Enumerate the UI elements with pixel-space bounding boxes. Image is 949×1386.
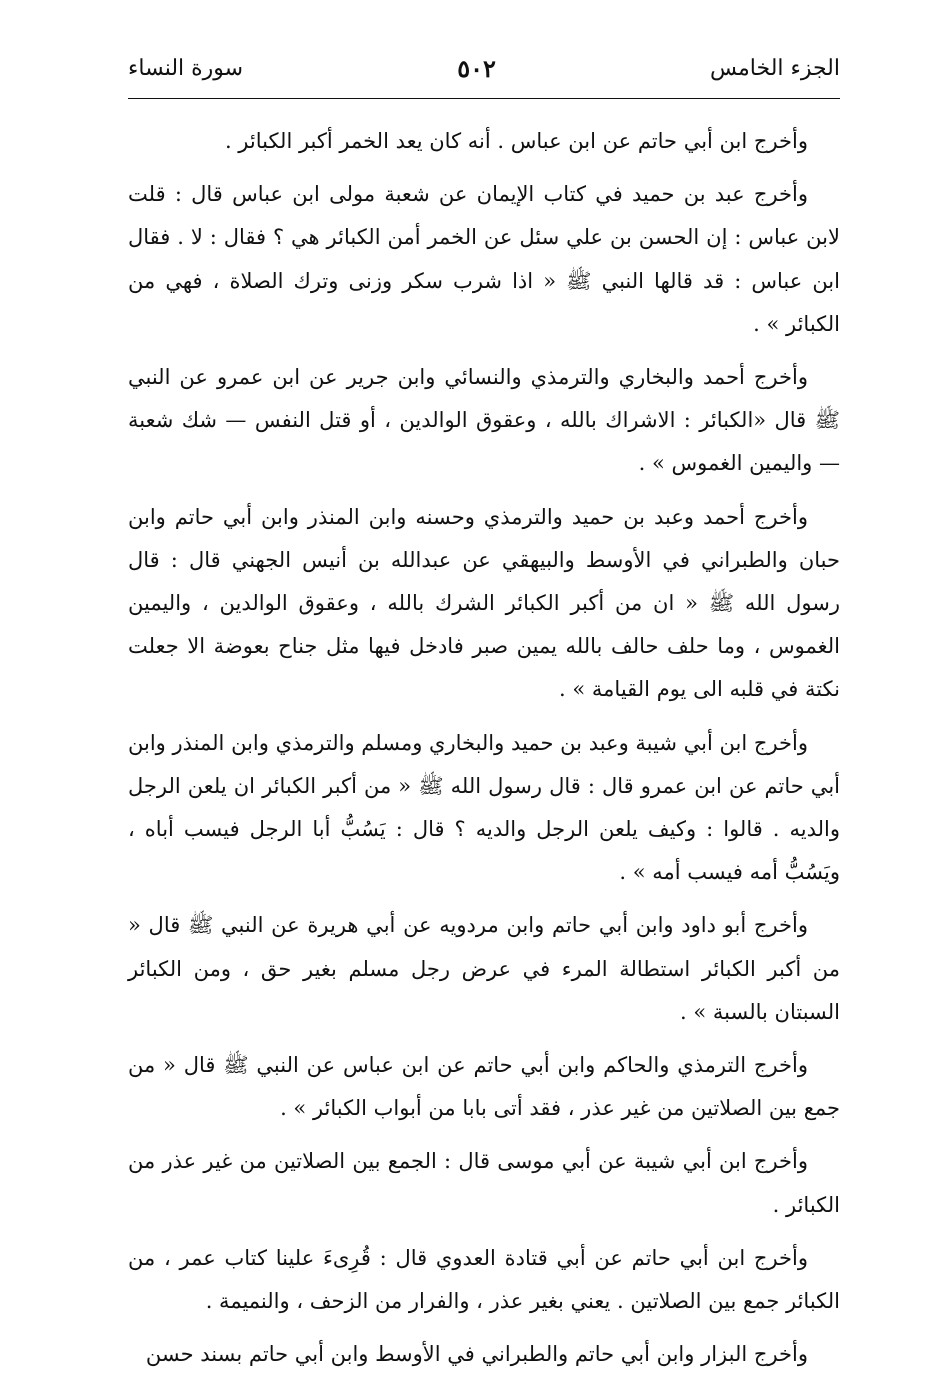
paragraph: وأخرج ابن أبي شيبة وعبد بن حميد والبخاري ومسلم والترمذي وابن المنذر وابن أبي حاتم عن ابن عمرو قال : قال رسول الله ﷺ « من أكبر الكبائر ان يلعن الرجل والديه . قالوا : وكيف يلعن الرجل والديه ؟ قال : يَسُبُّ أبا الرجل فيسب أباه ، ويَسُبُّ أمه فيسب أمه » .	[128, 730, 840, 885]
surah-title: سورة النساء	[128, 55, 244, 81]
paragraph: وأخرج الترمذي والحاكم وابن أبي حاتم عن ابن عباس عن النبي ﷺ قال « من جمع بين الصلاتين من غير عذر ، فقد أتى بابا من أبواب الكبائر » .	[128, 1053, 840, 1121]
paragraph: وأخرج البزار وابن أبي حاتم والطبراني في الأوسط وابن أبي حاتم بسند حسن	[145, 1342, 808, 1367]
page-body	[128, 120, 840, 1386]
paragraph: وأخرج أحمد والبخاري والترمذي والنسائي وابن جرير عن ابن عمرو عن النبي ﷺ قال «الكبائر : الاشراك بالله ، وعقوق الوالدين ، أو قتل النفس — شك شعبة — واليمين الغموس » .	[128, 365, 840, 476]
paragraph: وأخرج ابن أبي شيبة عن أبي موسى قال : الجمع بين الصلاتين من غير عذر من الكبائر .	[128, 1149, 840, 1217]
paragraph: وأخرج عبد بن حميد في كتاب الإيمان عن شعبة مولى ابن عباس قال : قلت لابن عباس : إن الحسن بن علي سئل عن الخمر أمن الكبائر هي ؟ فقال : لا . فقال ابن عباس : قد قالها النبي ﷺ « اذا شرب سكر وزنى وترك الصلاة ، فهي من الكبائر » .	[128, 182, 840, 336]
page-number: ٥٠٢	[457, 53, 496, 83]
paragraph: وأخرج ابن أبي حاتم عن ابن عباس . أنه كان يعد الخمر أكبر الكبائر .	[224, 129, 808, 153]
paragraph: وأخرج أبو داود وابن أبي حاتم وابن مردويه عن أبي هريرة عن النبي ﷺ قال « من أكبر الكبائر استطالة المرء في عرض رجل مسلم بغير حق ، ومن الكبائر السبتان بالسبة » .	[128, 913, 840, 1024]
volume-title: الجزء الخامس	[709, 55, 840, 81]
page-header	[128, 44, 840, 92]
paragraph: وأخرج ابن أبي حاتم عن أبي قتادة العدوي قال : قُرِىءَ علينا كتاب عمر ، من الكبائر جمع بين الصلاتين . يعني بغير عذر ، والفرار من الزحف ، والنميمة .	[128, 1245, 840, 1314]
header-rule	[128, 98, 840, 99]
paragraph: وأخرج أحمد وعبد بن حميد والترمذي وحسنه وابن المنذر وابن أبي حاتم وابن حبان والطبراني في الأوسط والبيهقي عن عبدالله بن أنيس الجهني قال : قال رسول الله ﷺ « ان من أكبر الكبائر الشرك بالله ، وعقوق الوالدين ، واليمين الغموس ، وما حلف حالف بالله يمين صبر فادخل فيها مثل جناح بعوضة الا جعلت نكتة في قلبه الى يوم القيامة » .	[128, 504, 840, 702]
